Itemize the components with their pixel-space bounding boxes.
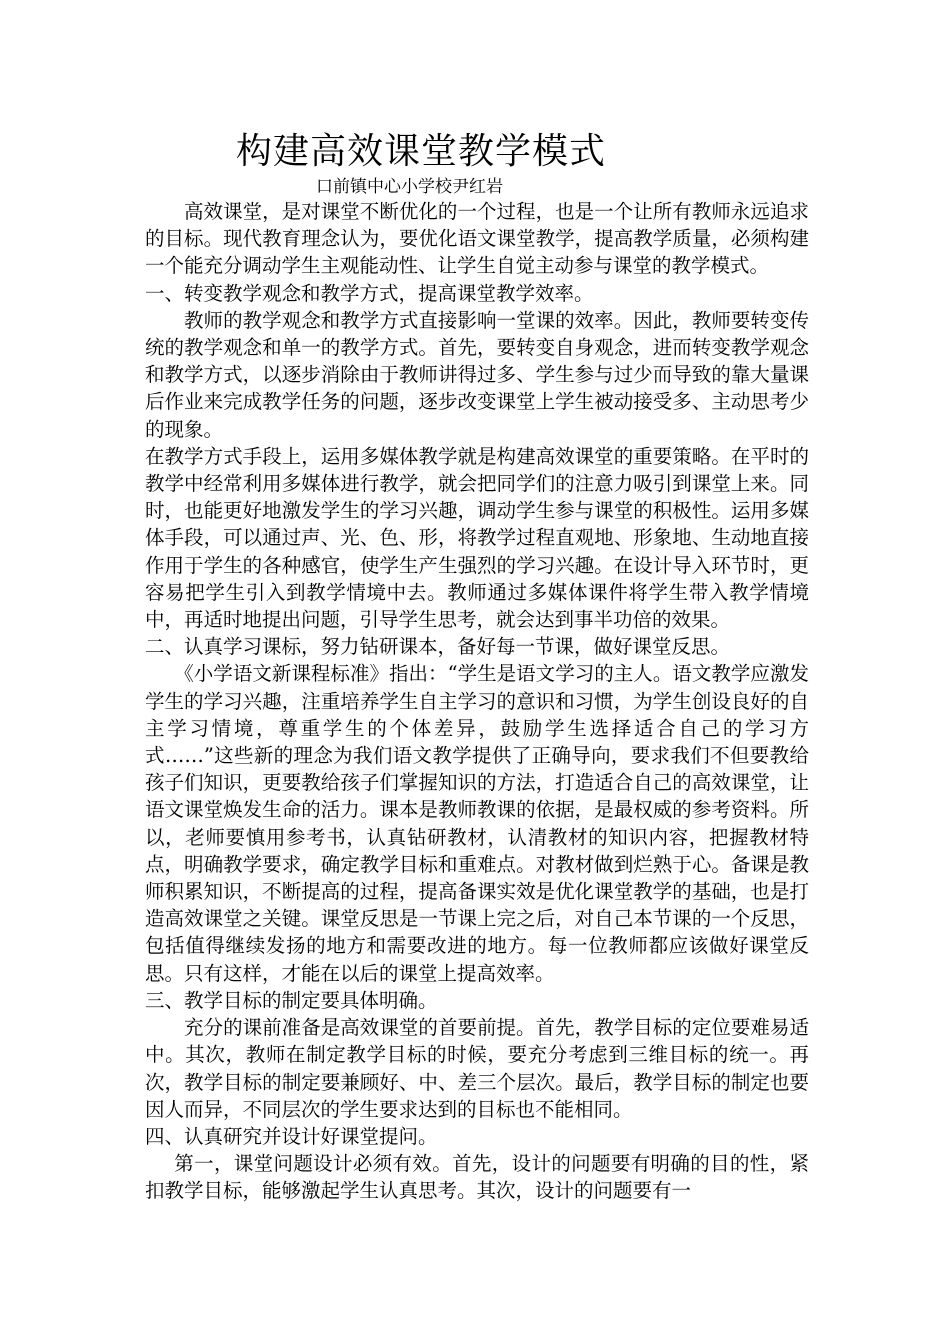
paragraph-3-1: 充分的课前准备是高效课堂的首要前提。首先，教学目标的定位要难易适中。其次，教师在制定教学目标的时候，要充分考虑到三维目标的统一。再次，教学目标的制定要兼顾好、中、差三个层次。最后，教学目标的制定也要因人而异，不同层次的学生要求达到的目标也不能相同。 (145, 1016, 809, 1121)
paragraph-intro: 高效课堂，是对课堂不断优化的一个过程，也是一个让所有教师永远追求的目标。现代教育理念认为，要优化语文课堂教学，提高教学质量，必须构建一个能充分调动学生主观能动性、让学生自觉主动参与课堂的教学模式。 (145, 200, 809, 278)
section-heading-2: 二、认真学习课标，努力钻研课本，备好每一节课，做好课堂反思。 (145, 635, 731, 659)
paragraph-1-1: 教师的教学观念和教学方式直接影响一堂课的效率。因此，教师要转变传统的教学观念和单一的教学方式。首先，要转变自身观念，进而转变教学观念和教学方式，以逐步消除由于教师讲得过多、学生参与过少而导致的靠大量课后作业来完成教学任务的问题，逐步改变课堂上学生被动接受多、主动思考少的现象。 (145, 308, 809, 441)
paragraph-4-1: 第一，课堂问题设计必须有效。首先，设计的问题要有明确的目的性，紧扣教学目标，能够激起学生认真思考。其次，设计的问题要有一 (145, 1152, 809, 1203)
section-heading-3: 三、教学目标的制定要具体明确。 (145, 988, 438, 1012)
paragraph-2-1: 《小学语文新课程标准》指出：“学生是语文学习的主人。语文教学应激发学生的学习兴趣，注重培养学生自主学习的意识和习惯，为学生创设良好的自主学习情境，尊重学生的个体差异，鼓励学生选择适合自己的学习方式……”这些新的理念为我们语文教学提供了正确导向，要求我们不但要教给孩子们知识，更要教给孩子们掌握知识的方法，打造适合自己的高效课堂，让语文课堂焕发生命的活力。课本是教师教课的依据，是最权威的参考资料。所以，老师要慎用参考书，认真钻研教材，认清教材的知识内容，把握教材特点，明确教学要求，确定教学目标和重难点。对教材做到烂熟于心。备课是教师积累知识，不断提高的过程，提高备课实效是优化课堂教学的基础，也是打造高效课堂之关键。课堂反思是一节课上完之后，对自己本节课的一个反思，包括值得继续发扬的地方和需要改进的地方。每一位教师都应该做好课堂反思。只有这样，才能在以后的课堂上提高效率。 (145, 662, 809, 985)
document-author: 口前镇中心小学校尹红岩 (316, 177, 503, 197)
section-heading-1: 一、转变教学观念和教学方式，提高课堂教学效率。 (145, 281, 594, 305)
section-heading-4: 四、认真研究并设计好课堂提问。 (145, 1124, 438, 1148)
document-body (145, 198, 809, 1205)
document-title: 构建高效课堂教学模式 (236, 131, 607, 172)
paragraph-1-2: 在教学方式手段上，运用多媒体教学就是构建高效课堂的重要策略。在平时的教学中经常利用多媒体进行教学，就会把同学们的注意力吸引到课堂上来。同时，也能更好地激发学生的学习兴趣，调动学生参与课堂的积极性。运用多媒体手段，可以通过声、光、色、形，将教学过程直观地、形象地、生动地直接作用于学生的各种感官，使学生产生强烈的学习兴趣。在设计导入环节时，更容易把学生引入到教学情境中去。教师通过多媒体课件将学生带入教学情境中，再适时地提出问题，引导学生思考，就会达到事半功倍的效果。 (145, 444, 809, 632)
